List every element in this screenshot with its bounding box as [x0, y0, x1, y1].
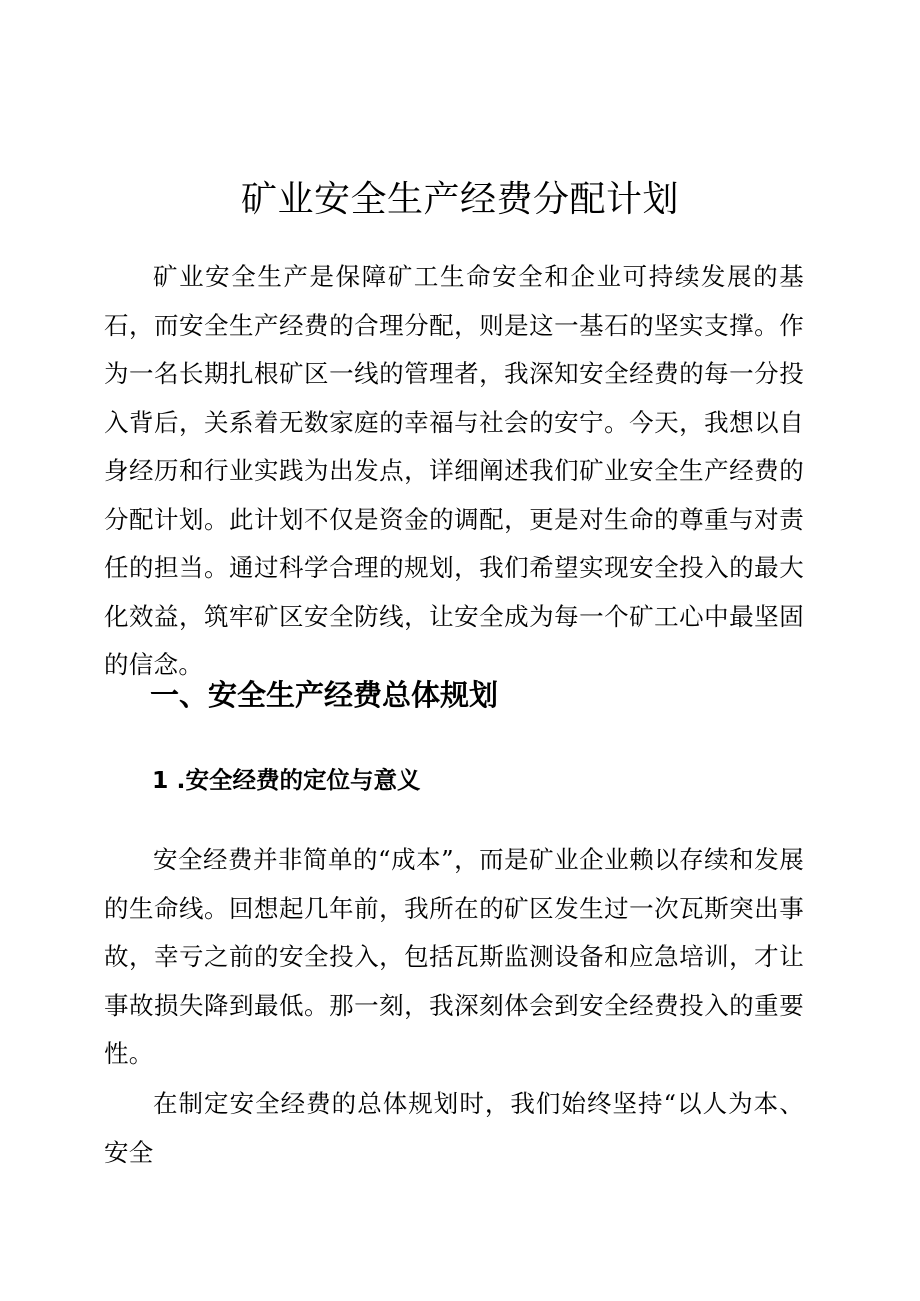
- body-paragraph-continued: 在制定安全经费的总体规划时，我们始终坚持“以人为本、安全: [104, 1089, 804, 1167]
- body-paragraph: 安全经费并非简单的“成本”，而是矿业企业赖以存续和发展的生命线。回想起几年前，我所在的矿区发生过一次瓦斯突出事故，幸亏之前的安全投入，包括瓦斯监测设备和应急培训，才让事故损失降到最低。那一刻，我深刻体会到安全经费投入的重要性。: [104, 845, 804, 1068]
- document-title: 矿业安全生产经费分配计划: [240, 179, 679, 220]
- section-heading: 一、安全生产经费总体规划: [150, 678, 499, 712]
- intro-paragraph: 矿业安全生产是保障矿工生命安全和企业可持续发展的基石，而安全生产经费的合理分配，则是这一基石的坚实支撑。作为一名长期扎根矿区一线的管理者，我深知安全经费的每一分投入背后，关系着无数家庭的幸福与社会的安宁。今天，我想以自身经历和行业实践为出发点，详细阐述我们矿业安全生产经费的分配计划。此计划不仅是资金的调配，更是对生命的尊重与对责任的担当。通过科学合理的规划，我们希望实现安全投入的最大化效益，筑牢矿区安全防线，让安全成为每一个矿工心中最坚固的信念。: [104, 262, 804, 679]
- subsection-heading: 1 .安全经费的定位与意义: [152, 766, 421, 794]
